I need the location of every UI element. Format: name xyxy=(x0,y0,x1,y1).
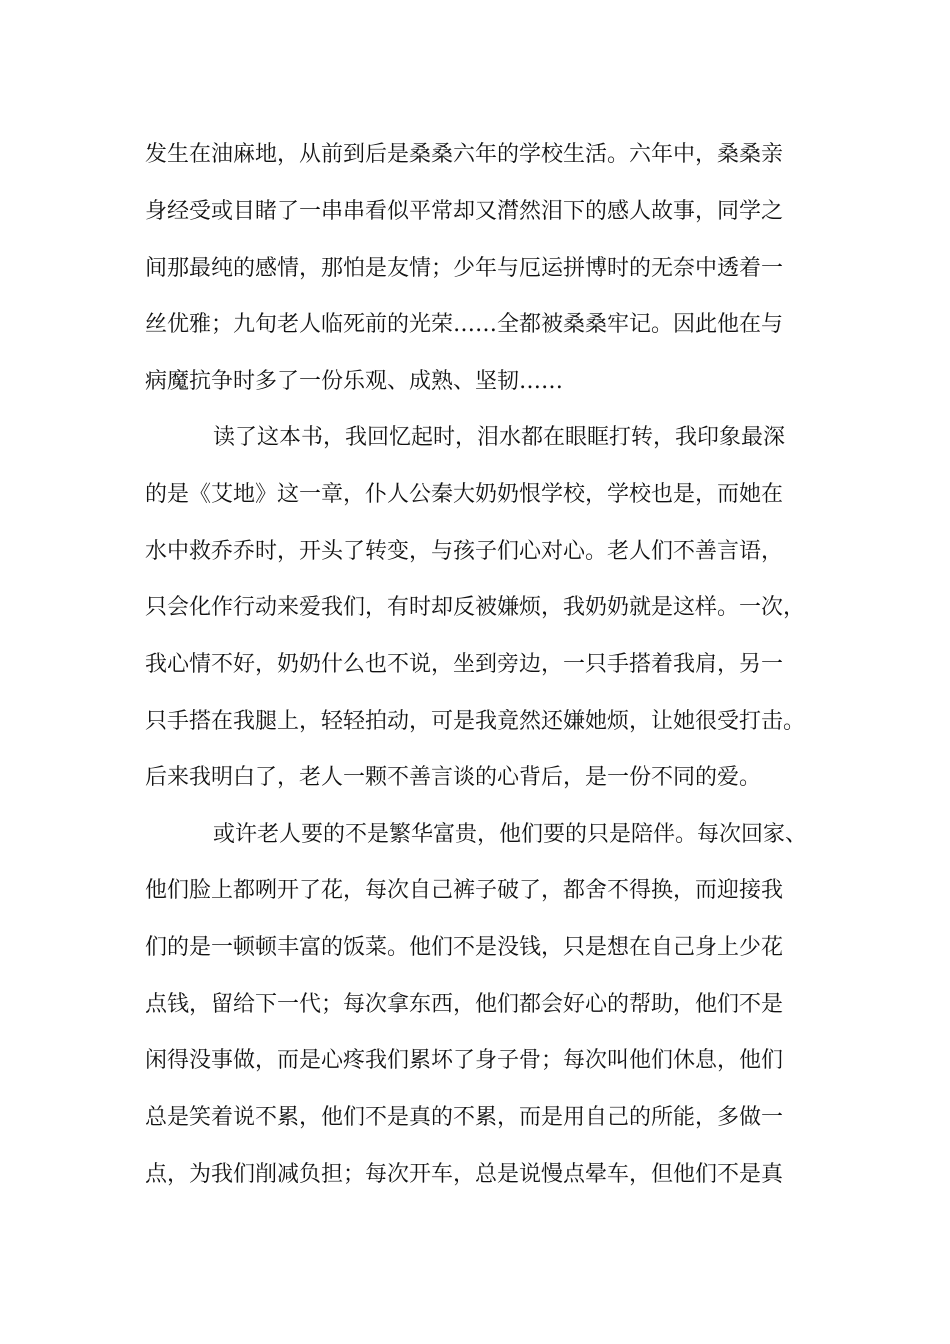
text-line: 身经受或目睹了一串串看似平常却又潸然泪下的感人故事，同学之 xyxy=(145,199,784,224)
text-line: 间那最纯的感情，那怕是友情；少年与厄运拼博时的无奈中透着一 xyxy=(145,256,784,281)
text-line: 只会化作行动来爱我们，有时却反被嫌烦，我奶奶就是这样。一次， xyxy=(145,595,806,620)
text-line: 的是《艾地》这一章，仆人公秦大奶奶恨学校，学校也是，而她在 xyxy=(145,482,784,507)
text-line: 发生在油麻地，从前到后是桑桑六年的学校生活。六年中，桑桑亲 xyxy=(145,142,784,167)
text-line: 闲得没事做，而是心疼我们累坏了身子骨；每次叫他们休息，他们 xyxy=(145,1048,784,1073)
paragraph-first-line: 读了这本书，我回忆起时，泪水都在眼眶打转，我印象最深 xyxy=(213,425,786,450)
text-line: 们的是一顿顿丰富的饭菜。他们不是没钱，只是想在自己身上少花 xyxy=(145,935,784,960)
text-line: 水中救乔乔时，开头了转变，与孩子们心对心。老人们不善言语， xyxy=(145,539,784,564)
paragraph-first-line: 或许老人要的不是繁华富贵，他们要的只是陪伴。每次回家、 xyxy=(213,822,808,847)
text-line: 点，为我们削减负担；每次开车，总是说慢点晕车，但他们不是真 xyxy=(145,1162,784,1187)
text-line: 病魔抗争时多了一份乐观、成熟、坚韧…… xyxy=(145,369,564,394)
text-line: 点钱，留给下一代；每次拿东西，他们都会好心的帮助，他们不是 xyxy=(145,992,784,1017)
text-line: 总是笑着说不累，他们不是真的不累，而是用自己的所能，多做一 xyxy=(145,1105,784,1130)
text-line: 他们脸上都咧开了花，每次自己裤子破了，都舍不得换，而迎接我 xyxy=(145,878,784,903)
text-line: 丝优雅；九旬老人临死前的光荣……全都被桑桑牢记。因此他在与 xyxy=(145,312,784,337)
text-line: 我心情不好，奶奶什么也不说，坐到旁边，一只手搭着我肩，另一 xyxy=(145,652,784,677)
text-line: 只手搭在我腿上，轻轻拍动，可是我竟然还嫌她烦，让她很受打击。 xyxy=(145,709,806,734)
text-line: 后来我明白了，老人一颗不善言谈的心背后，是一份不同的爱。 xyxy=(145,765,762,790)
